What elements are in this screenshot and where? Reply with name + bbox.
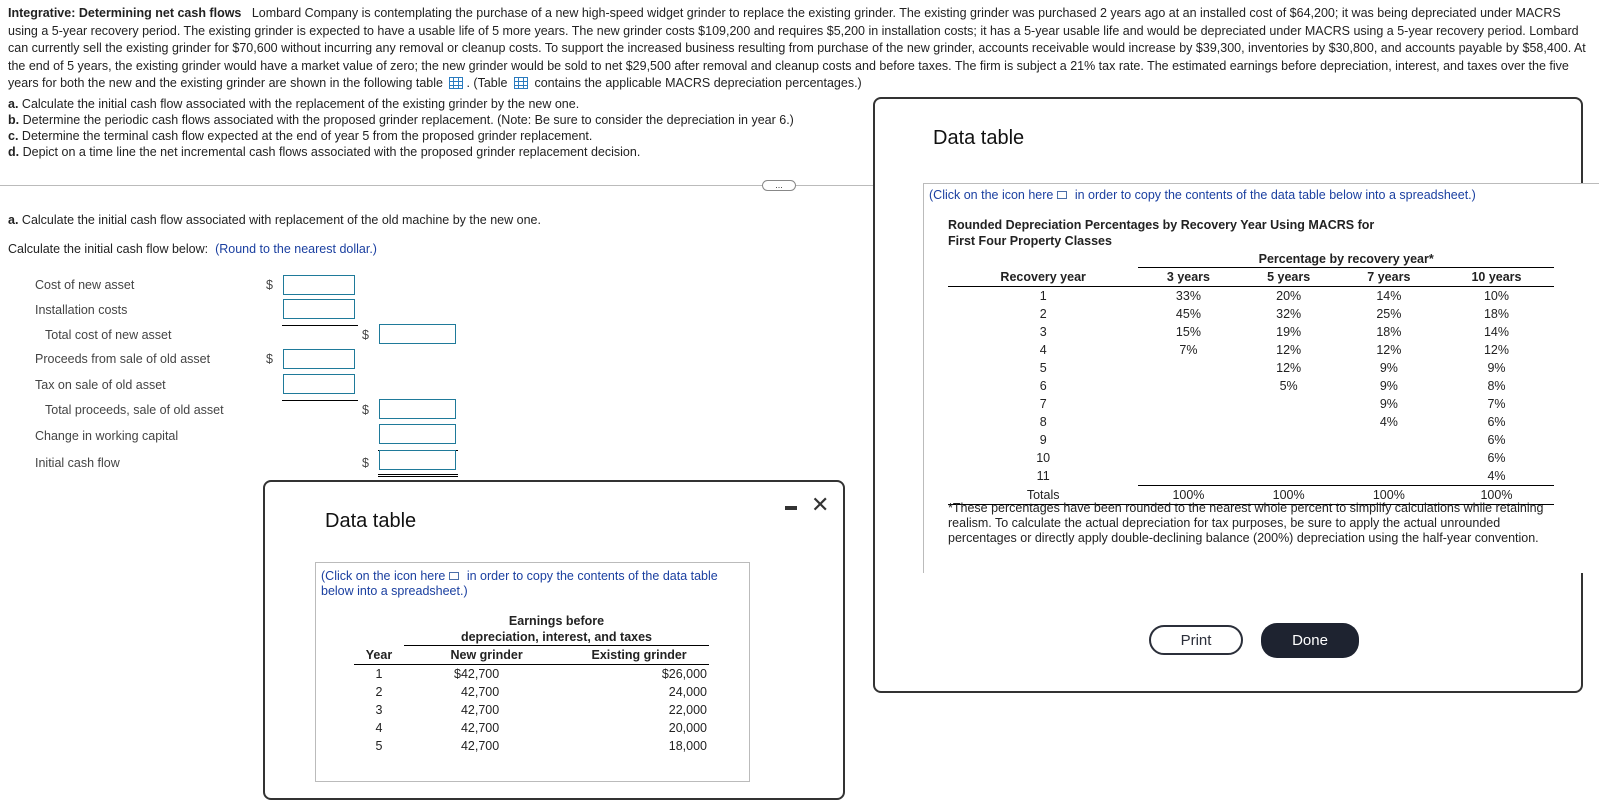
table-row xyxy=(354,683,709,701)
table-cell: 14% xyxy=(1483,325,1509,339)
table-row xyxy=(948,305,1554,323)
table-cell: 9 xyxy=(1039,433,1047,447)
table-cell: 42,700 xyxy=(460,685,500,699)
table-cell: 15% xyxy=(1175,325,1201,339)
table-cell: 11 xyxy=(1036,469,1050,484)
table-cell: 6% xyxy=(1487,433,1506,447)
underline xyxy=(282,400,358,401)
table-row xyxy=(948,377,1554,395)
totals-cell: 100% xyxy=(1138,486,1238,505)
col-header: Existing grinder xyxy=(569,646,709,665)
table-cell xyxy=(1339,449,1439,467)
table-row xyxy=(948,287,1554,306)
table-icon[interactable] xyxy=(514,77,528,89)
problem-title: Integrative: Determining net cash flows xyxy=(8,6,242,20)
table-cell xyxy=(1138,413,1238,431)
table-cell: 9% xyxy=(1487,361,1506,375)
dollar-sign: $ xyxy=(362,403,369,417)
table-row xyxy=(948,359,1554,377)
table-cell: 42,700 xyxy=(460,721,500,735)
proceeds-input[interactable] xyxy=(283,349,355,369)
table-cell: 7 xyxy=(1039,397,1047,411)
problem-parts xyxy=(8,96,794,160)
table-cell: 9% xyxy=(1379,397,1398,411)
table-cell: $26,000 xyxy=(661,667,707,681)
initial-cash-flow-input[interactable] xyxy=(379,450,456,470)
table-cell xyxy=(1138,449,1238,467)
table-title: Rounded Depreciation Percentages by Recovery Year Using MACRS for First Four Property Classes xyxy=(948,218,1375,248)
expand-button[interactable]: ... xyxy=(762,180,796,191)
table-cell: 4 xyxy=(1039,343,1047,357)
row-label: Cost of new asset xyxy=(35,278,135,292)
data-table-box xyxy=(923,183,1599,573)
earnings-table xyxy=(354,613,709,755)
table-cell: 6% xyxy=(1487,415,1506,429)
table-cell: 22,000 xyxy=(668,703,707,717)
table-cell: 12% xyxy=(1376,343,1402,357)
table-cell xyxy=(1138,377,1238,395)
table-cell: 45% xyxy=(1175,307,1201,321)
table-cell: 7% xyxy=(1487,397,1506,411)
table-cell: 12% xyxy=(1276,343,1302,357)
table-cell: 10% xyxy=(1483,289,1509,303)
table-row xyxy=(948,449,1554,467)
table-cell: 33% xyxy=(1175,289,1201,303)
totals-cell: Totals xyxy=(1026,487,1060,502)
row-label: Initial cash flow xyxy=(35,456,120,470)
col-header: New grinder xyxy=(404,646,569,665)
table-cell: 4 xyxy=(375,721,383,735)
table-cell: 10 xyxy=(1036,451,1051,465)
total-proceeds-input[interactable] xyxy=(379,399,456,419)
table-cell xyxy=(1138,431,1238,449)
table-cell: 1 xyxy=(1039,289,1047,303)
table-cell: 5 xyxy=(375,739,383,753)
problem-statement xyxy=(8,5,1593,93)
group-header: Percentage by recovery year* xyxy=(1258,252,1434,266)
double-underline xyxy=(378,474,458,477)
table-row xyxy=(948,341,1554,359)
table-row xyxy=(948,413,1554,431)
total-cost-input[interactable] xyxy=(379,324,456,344)
table-row xyxy=(948,395,1554,413)
macrs-data-dialog xyxy=(873,97,1583,693)
col-header: 5 years xyxy=(1239,268,1339,287)
part-c: c. Determine the terminal cash flow expected at the end of year 5 from the proposed grinder replacement. xyxy=(8,129,593,143)
table-cell xyxy=(1339,431,1439,449)
copy-icon[interactable] xyxy=(449,572,459,580)
instruction: Calculate the initial cash flow below: (Round to the nearest dollar.) xyxy=(8,242,377,256)
table-cell: 6 xyxy=(1039,379,1047,393)
table-cell xyxy=(1339,467,1439,486)
row-label: Total cost of new asset xyxy=(45,328,172,342)
problem-text-3: contains the applicable MACRS depreciation percentages.) xyxy=(534,76,862,90)
underline xyxy=(282,325,358,326)
table-cell: 9% xyxy=(1379,361,1398,375)
table-cell: 4% xyxy=(1379,415,1398,429)
divider xyxy=(0,185,873,186)
dollar-sign: $ xyxy=(266,278,273,292)
table-row xyxy=(354,701,709,719)
problem-text: Lombard Company is contemplating the purchase of a new high-speed widget grinder to replace the existing grinder. The existing grinder was purchased 2 years ago at an installed cost of $64,200; it was being depreciated under MACRS using a 5-year recovery period. The existing grinder is expected to have a usable life of 5 more years. The new grinder costs $109,200 and requires $5,200 in installation costs; it has a 5-year usable life and would be depreciated under MACRS using a 5-year recovery period. Lombard can currently sell the existing grinder for $70,600 without incurring any removal or cleanup costs. To support the increased business resulting from purchase of the new grinder, accounts receivable would increase by $39,300, inventories by $30,800, and accounts payable by $58,400. At the end of 5 years, the existing grinder would have a market value of zero; the new grinder would be sold to net $29,500 after removal and cleanup costs and before taxes. The firm is subject a 21% tax rate. The estimated earnings before depreciation, interest, and taxes over the five years for both the new and the existing grinder are shown in the following table xyxy=(8,6,1586,90)
row-label: Change in working capital xyxy=(35,429,179,443)
dialog-title: Data table xyxy=(933,127,1025,149)
row-label: Installation costs xyxy=(35,303,128,317)
tax-on-sale-input[interactable] xyxy=(283,374,355,394)
problem-text-2: . (Table xyxy=(466,76,508,90)
totals-cell: 100% xyxy=(1239,486,1339,505)
table-cell: 8% xyxy=(1487,379,1506,393)
row-label: Total proceeds, sale of old asset xyxy=(45,403,224,417)
cost-new-asset-input[interactable] xyxy=(283,275,355,295)
row-label: Tax on sale of old asset xyxy=(35,378,166,392)
table-cell: 12% xyxy=(1483,343,1509,357)
table-cell: 42,700 xyxy=(460,703,500,717)
table-cell: 18% xyxy=(1376,325,1402,339)
table-cell: 18,000 xyxy=(668,739,707,753)
table-cell: 9% xyxy=(1379,379,1398,393)
part-d: d. Depict on a time line the net incremental cash flows associated with the proposed grinder replacement decision. xyxy=(8,145,641,159)
table-cell: 32% xyxy=(1276,307,1302,321)
installation-costs-input[interactable] xyxy=(283,299,355,319)
table-row xyxy=(354,737,709,755)
earnings-data-dialog xyxy=(263,480,845,800)
table-cell: $42,700 xyxy=(454,667,500,681)
table-cell: 12% xyxy=(1276,361,1302,375)
copy-instruction: (Click on the icon here in order to copy the contents of the data table below into a spreadsheet.) xyxy=(929,188,1476,202)
table-cell xyxy=(1239,395,1339,413)
dollar-sign: $ xyxy=(362,328,369,342)
col-header: 7 years xyxy=(1339,268,1439,287)
close-icon[interactable]: ✕ xyxy=(811,492,830,517)
table-cell xyxy=(1138,395,1238,413)
table-cell: 7% xyxy=(1179,343,1198,357)
question-a: a. Calculate the initial cash flow associated with replacement of the old machine by the new one. xyxy=(8,213,541,227)
table-cell: 1 xyxy=(375,667,383,681)
table-cell xyxy=(1138,467,1238,486)
print-button[interactable]: Print xyxy=(1149,625,1243,655)
part-a: a. Calculate the initial cash flow associated with the replacement of the existing grinder by the new one. xyxy=(8,97,580,111)
dialog-title: Data table xyxy=(325,510,417,532)
part-b: b. Determine the periodic cash flows associated with the proposed grinder replacement. (Note: Be sure to consider the depreciation in year 6.) xyxy=(8,113,794,127)
table-row xyxy=(354,719,709,737)
group-header: Earnings before depreciation, interest, and taxes xyxy=(460,614,653,644)
table-cell: 42,700 xyxy=(460,739,500,753)
table-cell: 2 xyxy=(1039,307,1047,321)
table-cell xyxy=(1239,413,1339,431)
table-row xyxy=(354,665,709,684)
table-cell: 2 xyxy=(375,685,383,699)
dollar-sign: $ xyxy=(266,352,273,366)
totals-cell: 100% xyxy=(1439,486,1554,505)
minimize-icon[interactable] xyxy=(785,506,797,510)
table-cell: 20% xyxy=(1276,289,1302,303)
table-cell: 25% xyxy=(1376,307,1402,321)
macrs-table xyxy=(948,251,1554,505)
table-cell: 6% xyxy=(1487,451,1506,465)
done-button[interactable]: Done xyxy=(1261,623,1359,658)
table-cell: 18% xyxy=(1483,307,1509,321)
dollar-sign: $ xyxy=(362,456,369,470)
table-cell xyxy=(1239,467,1339,486)
copy-icon[interactable] xyxy=(1057,191,1067,199)
table-cell: 24,000 xyxy=(668,685,707,699)
table-cell: 14% xyxy=(1376,289,1402,303)
table-row xyxy=(948,467,1554,486)
table-cell: 5 xyxy=(1039,361,1047,375)
totals-cell: 100% xyxy=(1339,486,1439,505)
col-header: Recovery year xyxy=(1000,269,1086,284)
table-cell: 5% xyxy=(1279,379,1298,393)
table-cell: 8 xyxy=(1039,415,1047,429)
table-cell: 19% xyxy=(1276,325,1302,339)
table-icon[interactable] xyxy=(449,77,463,89)
col-header: 3 years xyxy=(1138,268,1238,287)
table-row xyxy=(948,431,1554,449)
copy-instruction: (Click on the icon here in order to copy the contents of the data table below into a spreadsheet.) xyxy=(321,569,718,598)
data-table-box xyxy=(315,562,750,782)
table-cell: 20,000 xyxy=(668,721,707,735)
table-cell xyxy=(1239,431,1339,449)
table-cell xyxy=(1239,449,1339,467)
table-cell: 3 xyxy=(1039,325,1047,339)
col-header: 10 years xyxy=(1439,268,1554,287)
table-cell: 3 xyxy=(375,703,383,717)
working-capital-input[interactable] xyxy=(379,424,456,444)
table-cell xyxy=(1138,359,1238,377)
footnote: *These percentages have been rounded to the nearest whole percent to simplify calculations while retaining realism. To calculate the actual depreciation for tax purposes, be sure to apply the actual unrounded percentages or directly apply double-declining balance (200%) depreciation using the half-year convention. xyxy=(948,501,1544,545)
table-row xyxy=(948,323,1554,341)
table-cell: 4% xyxy=(1487,469,1506,483)
col-header: Year xyxy=(365,647,393,662)
row-label: Proceeds from sale of old asset xyxy=(35,352,211,366)
